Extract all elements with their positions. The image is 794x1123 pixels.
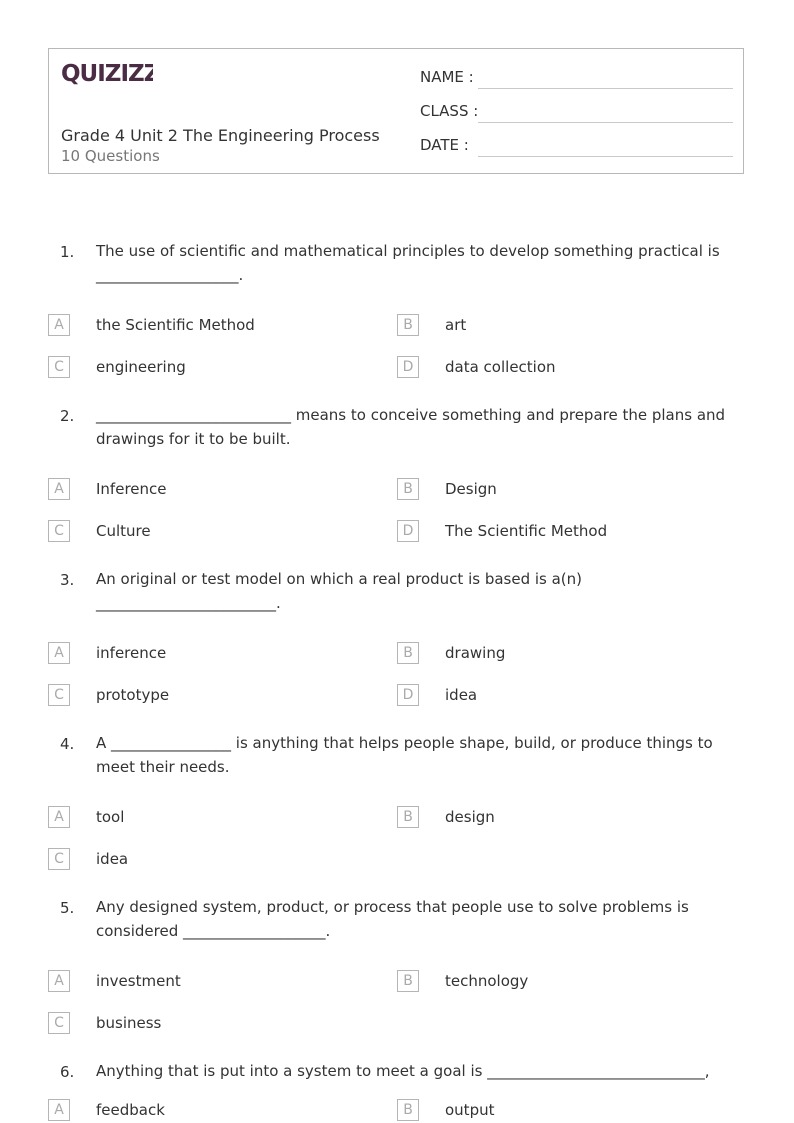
- option-text: Culture: [96, 522, 151, 540]
- question-number: 4.: [60, 735, 75, 753]
- option-text: tool: [96, 808, 125, 826]
- class-label: CLASS :: [420, 102, 479, 120]
- option-text: output: [445, 1101, 495, 1119]
- quizizz-logo-mark: [61, 59, 153, 87]
- option-text: feedback: [96, 1101, 165, 1119]
- question-text: A ________________ is anything that helps people shape, build, or produce things to meet their needs.: [96, 734, 713, 776]
- option-letter-box: A: [48, 642, 70, 664]
- option-text: Design: [445, 480, 497, 498]
- option-text: design: [445, 808, 495, 826]
- option-letter-box: A: [48, 970, 70, 992]
- option-text: business: [96, 1014, 162, 1032]
- option-letter-box: B: [397, 1099, 419, 1121]
- option-text: inference: [96, 644, 167, 662]
- worksheet-header: [48, 48, 744, 174]
- question-number: 5.: [60, 899, 75, 917]
- name-field[interactable]: [420, 68, 733, 88]
- question-number: 6.: [60, 1063, 75, 1081]
- option-text: engineering: [96, 358, 186, 376]
- question-text: Anything that is put into a system to meet a goal is _____________________________,: [96, 1062, 710, 1080]
- option-letter-box: B: [397, 478, 419, 500]
- worksheet-title: Grade 4 Unit 2 The Engineering Process: [61, 126, 380, 145]
- option-text: prototype: [96, 686, 170, 704]
- option-text: the Scientific Method: [96, 316, 255, 334]
- question-count: 10 Questions: [61, 147, 160, 165]
- question-number: 1.: [60, 243, 75, 261]
- question-text: Any designed system, product, or process that people use to solve problems is considered ___________________.: [96, 898, 689, 940]
- question-text: __________________________ means to conceive something and prepare the plans and drawings for it to be built.: [96, 406, 726, 448]
- option-letter-box: C: [48, 848, 70, 870]
- option-text: drawing: [445, 644, 506, 662]
- class-field[interactable]: [420, 102, 733, 122]
- option-text: idea: [96, 850, 129, 868]
- option-letter-box: D: [397, 356, 419, 378]
- option-letter-box: B: [397, 314, 419, 336]
- option-text: data collection: [445, 358, 556, 376]
- option-letter-box: D: [397, 684, 419, 706]
- name-label: NAME :: [420, 68, 474, 86]
- question-number: 3.: [60, 571, 75, 589]
- svg-text:QUIZIZZ: QUIZIZZ: [61, 61, 153, 87]
- option-letter-box: C: [48, 1012, 70, 1034]
- option-text: The Scientific Method: [445, 522, 608, 540]
- option-text: art: [445, 316, 467, 334]
- name-line: [478, 88, 733, 89]
- option-letter-box: A: [48, 1099, 70, 1121]
- option-text: Inference: [96, 480, 167, 498]
- question-text: The use of scientific and mathematical principles to develop something practical is ___________________.: [96, 242, 720, 284]
- question-number: 2.: [60, 407, 75, 425]
- option-text: idea: [445, 686, 478, 704]
- option-letter-box: C: [48, 520, 70, 542]
- date-line: [478, 156, 733, 157]
- option-letter-box: C: [48, 684, 70, 706]
- class-line: [478, 122, 733, 123]
- option-letter-box: A: [48, 478, 70, 500]
- quizizz-logo: [61, 59, 153, 91]
- option-letter-box: B: [397, 970, 419, 992]
- question-text: An original or test model on which a real product is based is a(n) ________________________.: [96, 570, 583, 612]
- option-letter-box: A: [48, 314, 70, 336]
- option-text: technology: [445, 972, 529, 990]
- date-label: DATE :: [420, 136, 469, 154]
- date-field[interactable]: [420, 136, 733, 156]
- option-letter-box: C: [48, 356, 70, 378]
- option-letter-box: A: [48, 806, 70, 828]
- option-letter-box: B: [397, 806, 419, 828]
- option-text: investment: [96, 972, 181, 990]
- option-letter-box: B: [397, 642, 419, 664]
- option-letter-box: D: [397, 520, 419, 542]
